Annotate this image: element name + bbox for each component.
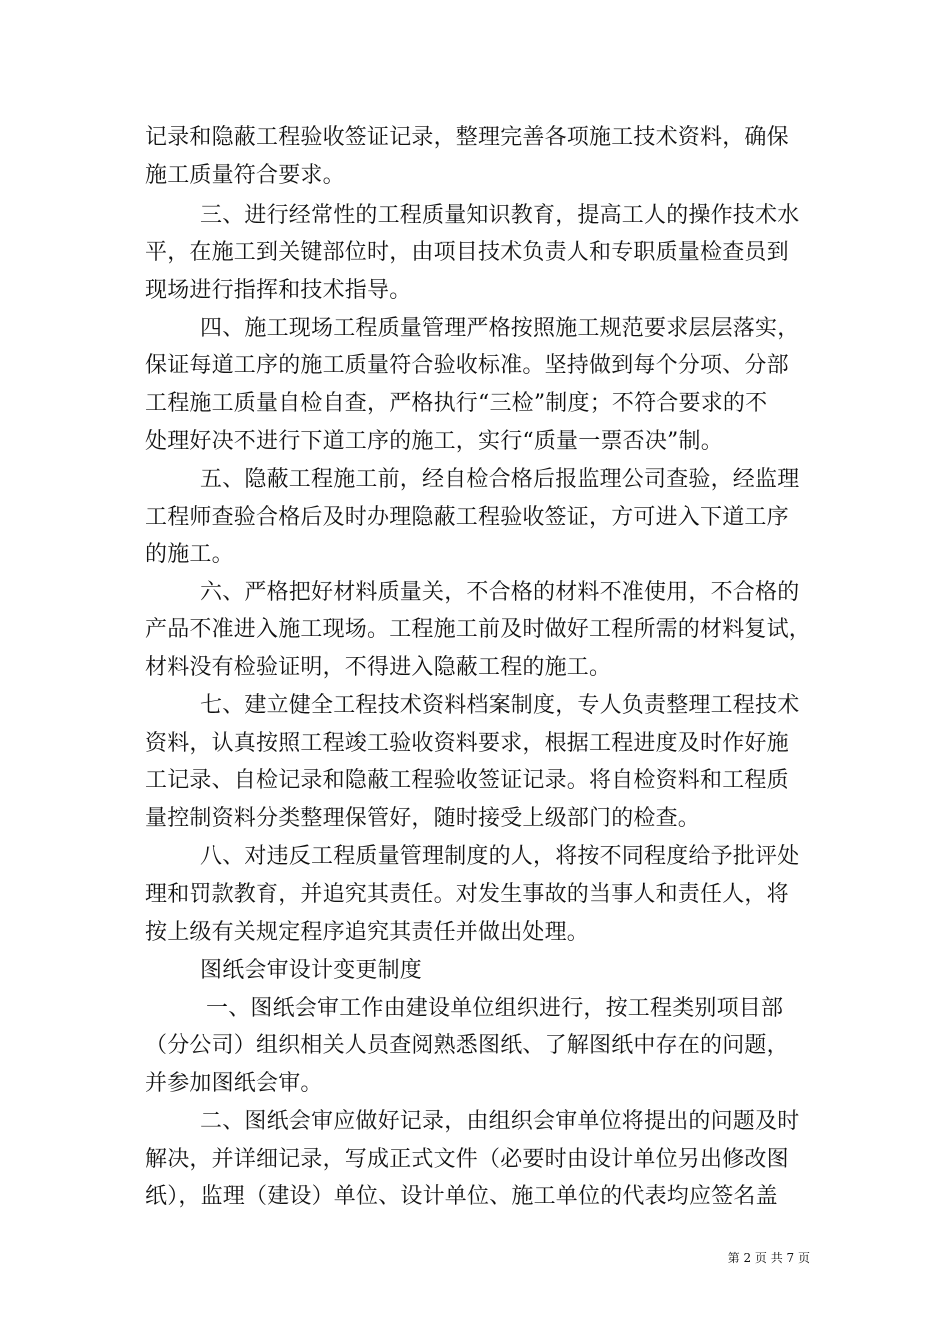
paragraph-start: 五、隐蔽工程施工前，经自检合格后报监理公司查验，经监理: [200, 467, 800, 492]
text-line: 工程师查验合格后及时办理隐蔽工程验收签证，方可进入下道工序: [145, 505, 789, 530]
paragraph-start: 七、建立健全工程技术资料档案制度，专人负责整理工程技术: [200, 693, 800, 718]
text-line: 保证每道工序的施工质量符合验收标准。坚持做到每个分项、分部: [145, 353, 789, 378]
page-number-footer: 第 2 页 共 7 页: [727, 1251, 810, 1265]
text-line: 纸），监理（建设）单位、设计单位、施工单位的代表均应签名盖: [145, 1184, 778, 1209]
text-line: 现场进行指挥和技术指导。: [145, 278, 412, 303]
text-line: 按上级有关规定程序追究其责任并做出处理。: [145, 920, 590, 945]
text-line: 产品不准进入施工现场。工程施工前及时做好工程所需的材料复试，: [145, 617, 812, 642]
paragraph-start: 二、图纸会审应做好记录，由组织会审单位将提出的问题及时: [200, 1109, 800, 1134]
text-line: 记录和隐蔽工程验收签证记录，整理完善各项施工技术资料，确保: [145, 125, 789, 150]
text-line: 量控制资料分类整理保管好，随时接受上级部门的检查。: [145, 806, 701, 831]
paragraph-start: 四、施工现场工程质量管理严格按照施工规范要求层层落实，: [200, 316, 800, 341]
paragraph-start: 三、进行经常性的工程质量知识教育，提高工人的操作技术水: [200, 203, 800, 228]
text-line: 的施工。: [145, 542, 234, 567]
paragraph-start: 一、图纸会审工作由建设单位组织进行，按工程类别项目部: [206, 996, 784, 1021]
text-line: 工记录、自检记录和隐蔽工程验收签证记录。将自检资料和工程质: [145, 768, 789, 793]
section-heading: 图纸会审设计变更制度: [200, 958, 423, 983]
text-line: 并参加图纸会审。: [145, 1071, 323, 1096]
text-line: 平，在施工到关键部位时，由项目技术负责人和专职质量检查员到: [145, 240, 789, 265]
paragraph-start: 八、对违反工程质量管理制度的人，将按不同程度给予批评处: [200, 844, 800, 869]
text-line: （分公司）组织相关人员查阅熟悉图纸、了解图纸中存在的问题，: [145, 1033, 789, 1058]
text-line: 工程施工质量自检自查，严格执行“三检”制度；不符合要求的不: [145, 391, 768, 416]
text-line: 资料，认真按照工程竣工验收资料要求，根据工程进度及时作好施: [145, 731, 789, 756]
text-line: 材料没有检验证明，不得进入隐蔽工程的施工。: [145, 655, 612, 680]
text-line: 处理好决不进行下道工序的施工，实行“质量一票否决”制。: [145, 429, 723, 454]
text-line: 解决，并详细记录，写成正式文件（必要时由设计单位另出修改图: [145, 1147, 789, 1172]
text-line: 理和罚款教育，并追究其责任。对发生事故的当事人和责任人，将: [145, 882, 789, 907]
text-line: 施工质量符合要求。: [145, 163, 345, 188]
paragraph-start: 六、严格把好材料质量关，不合格的材料不准使用，不合格的: [200, 580, 800, 605]
